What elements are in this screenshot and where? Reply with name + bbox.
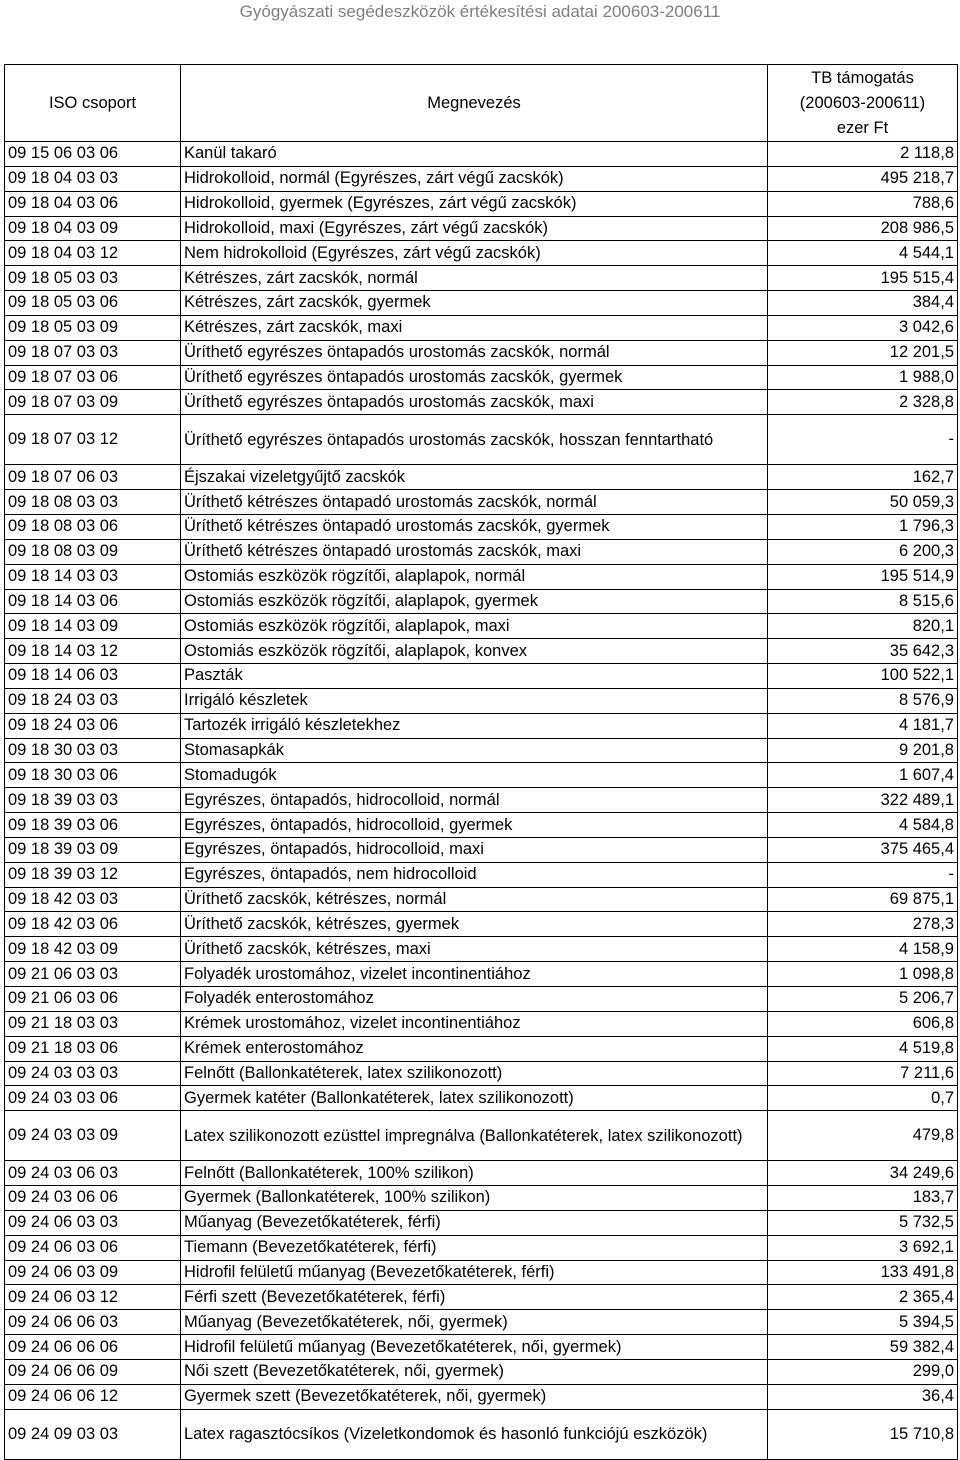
product-name-cell: Üríthető egyrészes öntapadós urostomás zacskók, gyermek (181, 365, 768, 390)
product-name-cell: Üríthető egyrészes öntapadós urostomás zacskók, maxi (181, 390, 768, 415)
table-row (5, 365, 958, 390)
iso-code-cell: 09 18 14 03 12 (5, 639, 181, 664)
subsidy-value-cell: 8 576,9 (768, 688, 958, 713)
iso-code-cell: 09 18 04 03 09 (5, 216, 181, 241)
table-row (5, 1235, 958, 1260)
table-row (5, 987, 958, 1012)
table-row (5, 738, 958, 763)
subsidy-value-cell: 50 059,3 (768, 490, 958, 515)
product-name-cell: Műanyag (Bevezetőkatéterek, férfi) (181, 1210, 768, 1235)
product-name-cell: Hidrokolloid, maxi (Egyrészes, zárt végű zacskók) (181, 216, 768, 241)
table-row (5, 191, 958, 216)
subsidy-value-cell: 36,4 (768, 1384, 958, 1409)
product-name-cell: Gyermek szett (Bevezetőkatéterek, női, gyermek) (181, 1384, 768, 1409)
table-row (5, 1359, 958, 1384)
table-row (5, 490, 958, 515)
iso-code-cell: 09 18 07 06 03 (5, 465, 181, 490)
subsidy-value-cell: 2 365,4 (768, 1285, 958, 1310)
subsidy-value-cell: 4 158,9 (768, 937, 958, 962)
product-name-cell: Hidrokolloid, gyermek (Egyrészes, zárt végű zacskók) (181, 191, 768, 216)
product-name-cell: Üríthető zacskók, kétrészes, maxi (181, 937, 768, 962)
subsidy-value-cell: 7 211,6 (768, 1061, 958, 1086)
iso-code-cell: 09 18 05 03 06 (5, 291, 181, 316)
iso-code-cell: 09 24 03 03 09 (5, 1111, 181, 1161)
subsidy-value-cell: 2 118,8 (768, 142, 958, 167)
column-header-value-line: TB támogatás (811, 68, 914, 87)
iso-code-cell: 09 18 07 03 06 (5, 365, 181, 390)
product-name-cell: Paszták (181, 664, 768, 689)
iso-code-cell: 09 24 06 06 12 (5, 1384, 181, 1409)
iso-code-cell: 09 18 14 03 03 (5, 564, 181, 589)
subsidy-value-cell: 479,8 (768, 1111, 958, 1161)
subsidy-value-cell: 5 732,5 (768, 1210, 958, 1235)
product-name-cell: Gyermek katéter (Ballonkatéterek, latex szilikonozott) (181, 1086, 768, 1111)
subsidy-value-cell: 12 201,5 (768, 340, 958, 365)
iso-code-cell: 09 21 18 03 06 (5, 1036, 181, 1061)
subsidy-value-cell: 35 642,3 (768, 639, 958, 664)
table-row (5, 912, 958, 937)
subsidy-value-cell: 606,8 (768, 1011, 958, 1036)
iso-code-cell: 09 18 14 03 06 (5, 589, 181, 614)
subsidy-value-cell: 4 584,8 (768, 813, 958, 838)
table-row (5, 1011, 958, 1036)
table-row (5, 1036, 958, 1061)
subsidy-value-cell: 0,7 (768, 1086, 958, 1111)
product-name-cell: Folyadék urostomához, vizelet incontinentiához (181, 962, 768, 987)
table-row (5, 291, 958, 316)
iso-code-cell: 09 24 06 06 06 (5, 1335, 181, 1360)
iso-code-cell: 09 18 39 03 12 (5, 862, 181, 887)
table-row (5, 788, 958, 813)
iso-code-cell: 09 18 39 03 03 (5, 788, 181, 813)
table-row (5, 514, 958, 539)
subsidy-value-cell: 15 710,8 (768, 1409, 958, 1459)
iso-code-cell: 09 18 30 03 03 (5, 738, 181, 763)
iso-code-cell: 09 18 07 03 09 (5, 390, 181, 415)
table-row (5, 614, 958, 639)
iso-code-cell: 09 18 05 03 03 (5, 266, 181, 291)
product-name-cell: Üríthető kétrészes öntapadó urostomás zacskók, maxi (181, 539, 768, 564)
product-name-cell: Latex ragasztócsíkos (Vizeletkondomok és hasonló funkciójú eszközök) (181, 1409, 768, 1459)
subsidy-value-cell: 1 988,0 (768, 365, 958, 390)
table-row (5, 1285, 958, 1310)
subsidy-value-cell: 1 098,8 (768, 962, 958, 987)
product-name-cell: Ostomiás eszközök rögzítői, alaplapok, konvex (181, 639, 768, 664)
product-name-cell: Hidrofil felületű műanyag (Bevezetőkatéterek, férfi) (181, 1260, 768, 1285)
product-name-cell: Ostomiás eszközök rögzítői, alaplapok, maxi (181, 614, 768, 639)
subsidy-value-cell: 3 042,6 (768, 315, 958, 340)
iso-code-cell: 09 18 04 03 06 (5, 191, 181, 216)
table-row (5, 1260, 958, 1285)
iso-code-cell: 09 15 06 03 06 (5, 142, 181, 167)
product-name-cell: Egyrészes, öntapadós, hidrocolloid, gyermek (181, 813, 768, 838)
product-name-cell: Stomasapkák (181, 738, 768, 763)
table-row (5, 564, 958, 589)
iso-code-cell: 09 18 08 03 03 (5, 490, 181, 515)
product-name-cell: Krémek urostomához, vizelet incontinentiához (181, 1011, 768, 1036)
product-name-cell: Egyrészes, öntapadós, hidrocolloid, maxi (181, 837, 768, 862)
subsidy-value-cell: 195 514,9 (768, 564, 958, 589)
table-row (5, 340, 958, 365)
product-name-cell: Üríthető zacskók, kétrészes, gyermek (181, 912, 768, 937)
subsidy-value-cell: 4 544,1 (768, 241, 958, 266)
subsidy-value-cell: 322 489,1 (768, 788, 958, 813)
product-name-cell: Felnőtt (Ballonkatéterek, 100% szilikon) (181, 1161, 768, 1186)
product-name-cell: Egyrészes, öntapadós, nem hidrocolloid (181, 862, 768, 887)
iso-code-cell: 09 18 08 03 09 (5, 539, 181, 564)
column-header-value (768, 65, 958, 142)
table-row (5, 166, 958, 191)
subsidy-value-cell: - (768, 862, 958, 887)
subsidy-value-cell: 195 515,4 (768, 266, 958, 291)
subsidy-value-cell: 34 249,6 (768, 1161, 958, 1186)
iso-code-cell: 09 24 06 06 09 (5, 1359, 181, 1384)
product-name-cell: Hidrofil felületű műanyag (Bevezetőkatéterek, női, gyermek) (181, 1335, 768, 1360)
subsidy-value-cell: 133 491,8 (768, 1260, 958, 1285)
product-name-cell: Nem hidrokolloid (Egyrészes, zárt végű zacskók) (181, 241, 768, 266)
page-title: Gyógyászati segédeszközök értékesítési adatai 200603-200611 (239, 2, 721, 21)
product-name-cell: Folyadék enterostomához (181, 987, 768, 1012)
iso-code-cell: 09 21 18 03 03 (5, 1011, 181, 1036)
subsidy-value-cell: 820,1 (768, 614, 958, 639)
table-row (5, 962, 958, 987)
product-name-cell: Kétrészes, zárt zacskók, gyermek (181, 291, 768, 316)
table-row (5, 216, 958, 241)
product-name-cell: Egyrészes, öntapadós, hidrocolloid, normál (181, 788, 768, 813)
iso-code-cell: 09 24 03 06 03 (5, 1161, 181, 1186)
table-row (5, 539, 958, 564)
product-name-cell: Üríthető egyrészes öntapadós urostomás zacskók, normál (181, 340, 768, 365)
subsidy-value-cell: 1 607,4 (768, 763, 958, 788)
product-name-cell: Felnőtt (Ballonkatéterek, latex szilikonozott) (181, 1061, 768, 1086)
column-header-value-line: (200603-200611) (799, 93, 926, 112)
iso-code-cell: 09 18 14 06 03 (5, 664, 181, 689)
iso-code-cell: 09 18 24 03 06 (5, 713, 181, 738)
table-row (5, 937, 958, 962)
subsidy-value-cell: 6 200,3 (768, 539, 958, 564)
table-row (5, 862, 958, 887)
product-name-cell: Üríthető kétrészes öntapadó urostomás zacskók, gyermek (181, 514, 768, 539)
table-row (5, 887, 958, 912)
subsidy-value-cell: 375 465,4 (768, 837, 958, 862)
iso-code-cell: 09 24 03 03 03 (5, 1061, 181, 1086)
product-name-cell: Stomadugók (181, 763, 768, 788)
table-row (5, 1111, 958, 1161)
table-row (5, 589, 958, 614)
iso-code-cell: 09 18 04 03 03 (5, 166, 181, 191)
iso-code-cell: 09 24 06 06 03 (5, 1310, 181, 1335)
table-row (5, 763, 958, 788)
iso-code-cell: 09 24 03 06 06 (5, 1186, 181, 1211)
table-row (5, 1409, 958, 1459)
table-row (5, 1384, 958, 1409)
table-row (5, 415, 958, 465)
subsidy-value-cell: 4 181,7 (768, 713, 958, 738)
table-row (5, 1086, 958, 1111)
table-row (5, 465, 958, 490)
product-name-cell: Ostomiás eszközök rögzítői, alaplapok, gyermek (181, 589, 768, 614)
product-name-cell: Üríthető kétrészes öntapadó urostomás zacskók, normál (181, 490, 768, 515)
iso-code-cell: 09 18 24 03 03 (5, 688, 181, 713)
product-name-cell: Üríthető zacskók, kétrészes, normál (181, 887, 768, 912)
iso-code-cell: 09 18 42 03 03 (5, 887, 181, 912)
column-header-iso-group: ISO csoport (5, 65, 181, 142)
iso-code-cell: 09 18 08 03 06 (5, 514, 181, 539)
subsidy-value-cell: 3 692,1 (768, 1235, 958, 1260)
subsidy-value-cell: 2 328,8 (768, 390, 958, 415)
table-row (5, 664, 958, 689)
product-name-cell: Kanül takaró (181, 142, 768, 167)
iso-code-cell: 09 24 06 03 06 (5, 1235, 181, 1260)
iso-code-cell: 09 24 06 03 12 (5, 1285, 181, 1310)
subsidy-value-cell: 5 394,5 (768, 1310, 958, 1335)
table-row (5, 688, 958, 713)
subsidy-value-cell: 384,4 (768, 291, 958, 316)
subsidy-value-cell: 208 986,5 (768, 216, 958, 241)
iso-code-cell: 09 18 07 03 03 (5, 340, 181, 365)
subsidy-value-cell: 495 218,7 (768, 166, 958, 191)
product-name-cell: Hidrokolloid, normál (Egyrészes, zárt végű zacskók) (181, 166, 768, 191)
table-row (5, 813, 958, 838)
table-row (5, 241, 958, 266)
product-name-cell: Tartozék irrigáló készletekhez (181, 713, 768, 738)
table-row (5, 315, 958, 340)
subsidy-value-cell: 162,7 (768, 465, 958, 490)
table-row (5, 639, 958, 664)
table-row (5, 1310, 958, 1335)
subsidy-value-cell: 183,7 (768, 1186, 958, 1211)
subsidy-value-cell: 1 796,3 (768, 514, 958, 539)
data-table (4, 64, 958, 1460)
subsidy-value-cell: 8 515,6 (768, 589, 958, 614)
table-row (5, 390, 958, 415)
subsidy-value-cell: 69 875,1 (768, 887, 958, 912)
table-row (5, 837, 958, 862)
iso-code-cell: 09 18 39 03 06 (5, 813, 181, 838)
iso-code-cell: 09 18 42 03 06 (5, 912, 181, 937)
product-name-cell: Ostomiás eszközök rögzítői, alaplapok, normál (181, 564, 768, 589)
product-name-cell: Férfi szett (Bevezetőkatéterek, férfi) (181, 1285, 768, 1310)
table-header-row (5, 65, 958, 142)
subsidy-value-cell: 5 206,7 (768, 987, 958, 1012)
iso-code-cell: 09 18 04 03 12 (5, 241, 181, 266)
subsidy-value-cell: 299,0 (768, 1359, 958, 1384)
product-name-cell: Latex szilikonozott ezüsttel impregnálva (Ballonkatéterek, latex szilikonozott) (181, 1111, 768, 1161)
subsidy-value-cell: 4 519,8 (768, 1036, 958, 1061)
product-name-cell: Kétrészes, zárt zacskók, normál (181, 266, 768, 291)
product-name-cell: Gyermek (Ballonkatéterek, 100% szilikon) (181, 1186, 768, 1211)
iso-code-cell: 09 24 03 03 06 (5, 1086, 181, 1111)
table-row (5, 266, 958, 291)
table-row (5, 1186, 958, 1211)
product-name-cell: Krémek enterostomához (181, 1036, 768, 1061)
iso-code-cell: 09 18 14 03 09 (5, 614, 181, 639)
table-row (5, 1210, 958, 1235)
table-row (5, 1335, 958, 1360)
iso-code-cell: 09 21 06 03 06 (5, 987, 181, 1012)
table-row (5, 142, 958, 167)
subsidy-value-cell: 788,6 (768, 191, 958, 216)
iso-code-cell: 09 18 05 03 09 (5, 315, 181, 340)
product-name-cell: Irrigáló készletek (181, 688, 768, 713)
subsidy-value-cell: - (768, 415, 958, 465)
column-header-name: Megnevezés (181, 65, 768, 142)
iso-code-cell: 09 18 42 03 09 (5, 937, 181, 962)
product-name-cell: Tiemann (Bevezetőkatéterek, férfi) (181, 1235, 768, 1260)
iso-code-cell: 09 21 06 03 03 (5, 962, 181, 987)
product-name-cell: Műanyag (Bevezetőkatéterek, női, gyermek) (181, 1310, 768, 1335)
product-name-cell: Kétrészes, zárt zacskók, maxi (181, 315, 768, 340)
table-row (5, 713, 958, 738)
iso-code-cell: 09 18 30 03 06 (5, 763, 181, 788)
subsidy-value-cell: 100 522,1 (768, 664, 958, 689)
subsidy-value-cell: 59 382,4 (768, 1335, 958, 1360)
iso-code-cell: 09 24 06 03 09 (5, 1260, 181, 1285)
iso-code-cell: 09 18 39 03 09 (5, 837, 181, 862)
product-name-cell: Üríthető egyrészes öntapadós urostomás zacskók, hosszan fenntartható (181, 415, 768, 465)
iso-code-cell: 09 24 06 03 03 (5, 1210, 181, 1235)
table-row (5, 1161, 958, 1186)
table-row (5, 1061, 958, 1086)
iso-code-cell: 09 18 07 03 12 (5, 415, 181, 465)
product-name-cell: Női szett (Bevezetőkatéterek, női, gyermek) (181, 1359, 768, 1384)
table-body (5, 142, 958, 1460)
column-header-value-line: ezer Ft (836, 118, 889, 137)
iso-code-cell: 09 24 09 03 03 (5, 1409, 181, 1459)
product-name-cell: Éjszakai vizeletgyűjtő zacskók (181, 465, 768, 490)
subsidy-value-cell: 9 201,8 (768, 738, 958, 763)
subsidy-value-cell: 278,3 (768, 912, 958, 937)
